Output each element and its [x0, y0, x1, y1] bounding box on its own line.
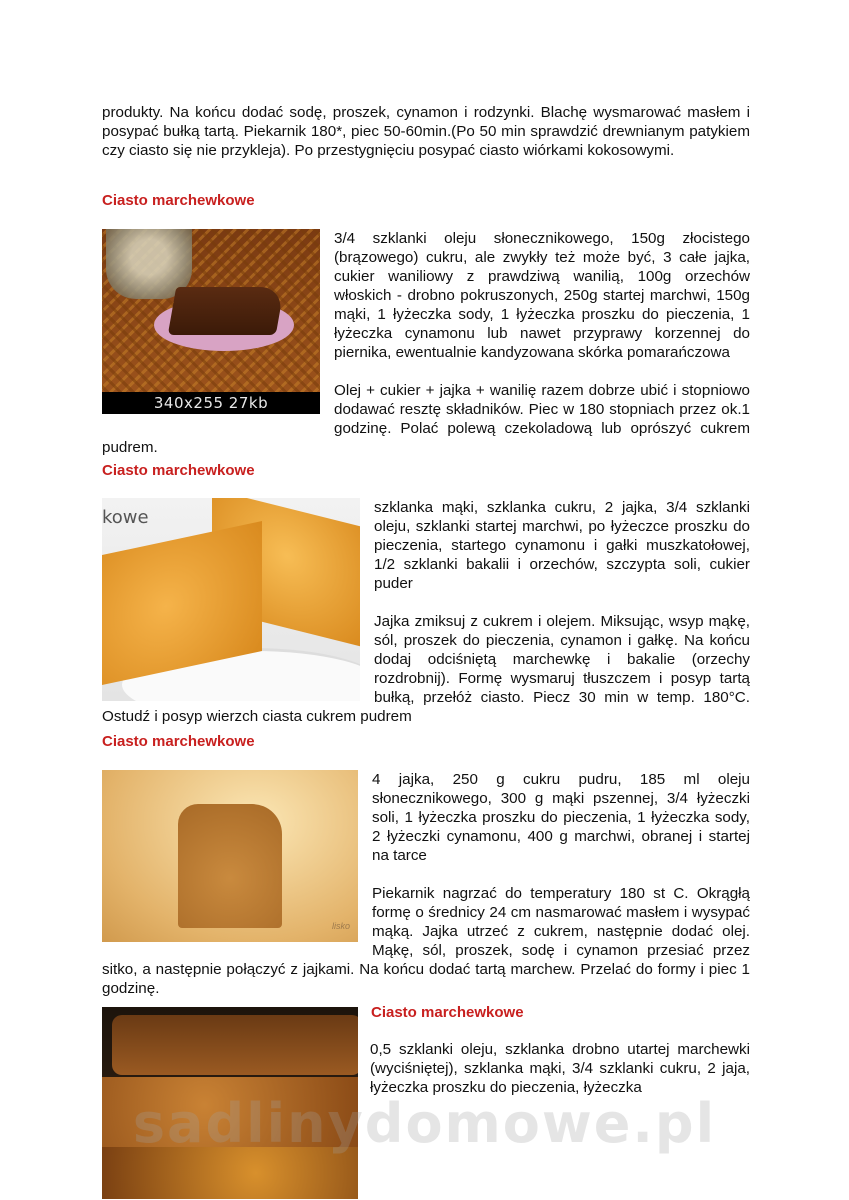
image-size-caption: 340x255 27kb: [102, 392, 320, 414]
recipe-3-title: Ciasto marchewkowe: [102, 733, 255, 750]
recipe-2-body: [102, 498, 750, 726]
recipe-3-method: Piekarnik nagrzać do temperatury 180 st C. Okrągłą formę o średnicy 24 cm nasmarować masłem i wysypać mąką. Jajka utrzeć z cukrem, następnie dodać olej. Mąkę, sól, proszek, sodę i cynamon przesiać przez sitko, a następnie połączyć z jajkami. Na końcu dodać tartą marchew. Przelać do formy i piec 1 godzinę.: [102, 885, 750, 997]
recipe-2-title: Ciasto marchewkowe: [102, 462, 255, 479]
photo-signature: lisko: [331, 921, 350, 931]
recipe-4-title: Ciasto marchewkowe: [371, 1004, 524, 1021]
recipe-3-body: [102, 770, 750, 998]
recipe-3-photo: [102, 770, 358, 942]
recipe-4-ingredients: 0,5 szklanki oleju, szklanka drobno utartej marchewki (wyciśniętej), szklanka mąki, 3/4 szklanki cukru, 2 jaja, łyżeczka proszku do pieczenia, łyżeczka: [370, 1041, 750, 1096]
intro-paragraph: produkty. Na końcu dodać sodę, proszek, cynamon i rodzynki. Blachę wysmarować masłem i posypać bułką tartą. Piekarnik 180*, piec 50-60min.(Po 50 min sprawdzić drewnianym patykiem czy ciasto się nie przykleja). Po przestygnięciu posypać ciasto wiórkami kokosowymi.: [102, 104, 750, 159]
recipe-2-ingredients: szklanka mąki, szklanka cukru, 2 jajka, 3/4 szklanki oleju, szklanki startej marchwi, po łyżeczce proszku do pieczenia, startego cynamonu i gałki muszkatołowej, 1/2 szklanki bakalii i orzechów, szczypta soli, cukier puder: [374, 499, 750, 592]
recipe-2-method: Jajka zmiksuj z cukrem i olejem. Miksując, wsyp mąkę, sól, proszek do pieczenia, cynamon i gałkę. Na końcu dodaj odciśniętą marchewkę i bakalie (orzechy rozdrobnij). Formę wysmaruj tłuszczem i posyp tartą bułką, przełóż ciasto. Piecz 30 min w temp. 180°C. Ostudź i posyp wierzch ciasta cukrem pudrem: [102, 613, 750, 725]
recipe-4-photo: [102, 1007, 358, 1199]
recipe-1-photo: [102, 229, 320, 414]
recipe-3-ingredients: 4 jajka, 250 g cukru pudru, 185 ml oleju słonecznikowego, 300 g mąki pszennej, 3/4 łyżeczki soli, 1 łyżeczka proszku do pieczenia, 1 łyżeczka sody, 2 łyżeczki cynamonu, 400 g marchwi, obranej i startej na tarce: [372, 771, 750, 864]
recipe-1-method: Olej + cukier + jajka + wanilię razem dobrze ubić i stopniowo dodawać resztę składników. Piec w 180 stopniach przez ok.1 godzinę. Polać polewą czekoladową lub oprószyć cukrem pudrem.: [102, 382, 750, 456]
recipe-1-title: Ciasto marchewkowe: [102, 192, 255, 209]
site-watermark: sadlinydomowe.pl: [132, 1092, 717, 1155]
photo-label: kowe: [102, 507, 149, 528]
recipe-1-body: [102, 229, 750, 457]
recipe-2-photo: [102, 498, 360, 701]
recipe-1-ingredients: 3/4 szklanki oleju słonecznikowego, 150g złocistego (brązowego) cukru, ale zwykły też może być, 3 całe jajka, cukier waniliowy z prawdziwą wanilią, 100g orzechów włoskich - drobno pokruszonych, 250g startej marchwi, 150g mąki, 1 łyżeczka sody, 1 łyżeczka proszku do pieczenia, 1 łyżeczka cynamonu lub nawet przyprawy korzennej do piernika, ewentualnie kandyzowana skórka pomarańczowa: [334, 230, 750, 361]
